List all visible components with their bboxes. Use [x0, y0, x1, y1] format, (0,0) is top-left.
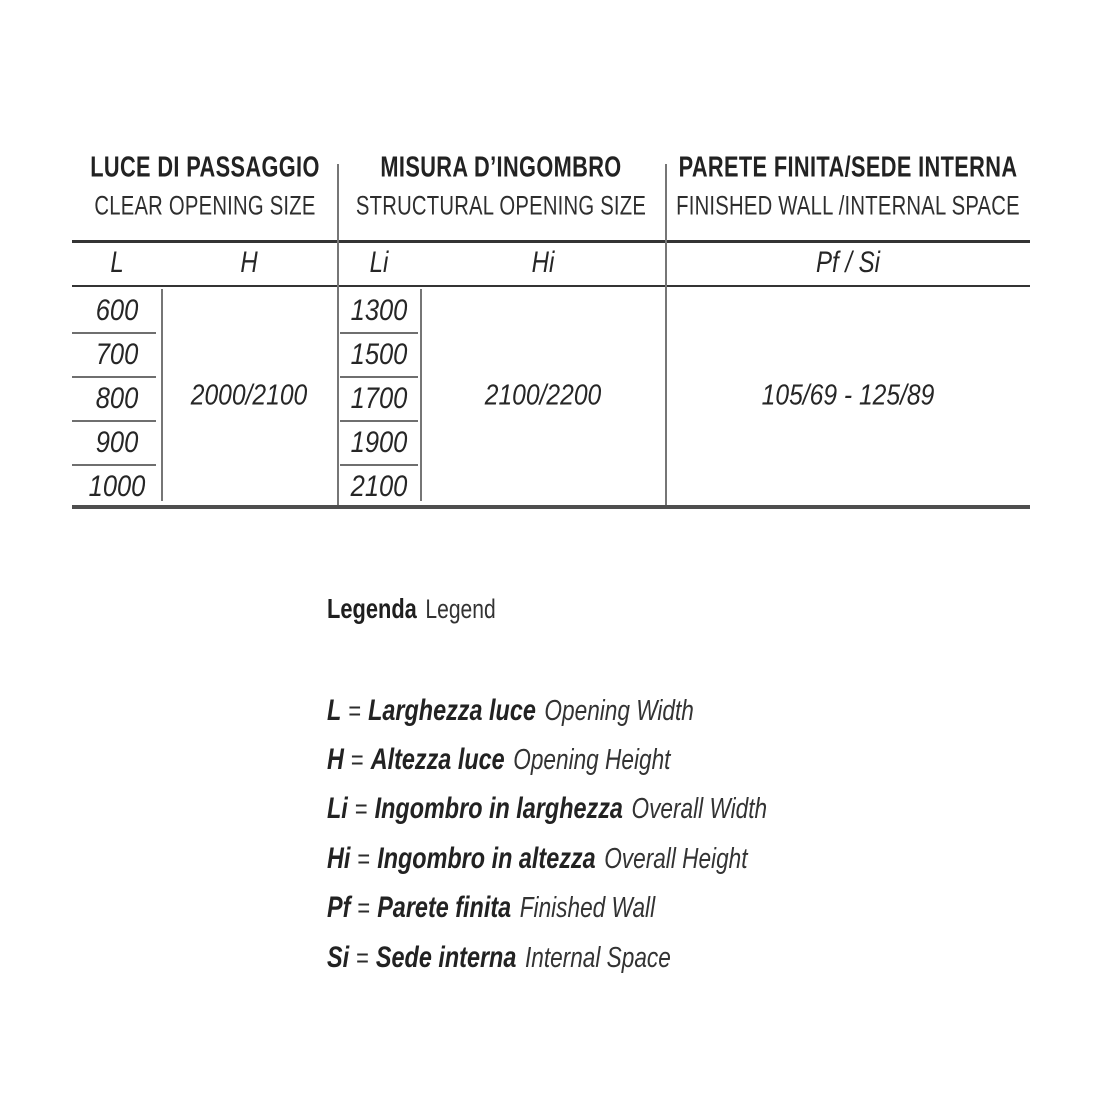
legend-symbol: L — [327, 693, 342, 727]
legend-title — [327, 590, 543, 628]
cell-li-2100: 2100 — [350, 470, 407, 503]
row-separator-line — [340, 420, 418, 422]
col-header-hi: Hi — [531, 246, 554, 279]
col-header-li: Li — [369, 246, 388, 279]
legend-term-it: Ingombro in altezza — [377, 841, 596, 875]
legend-entry-l — [327, 686, 891, 735]
legend-entry-li — [327, 785, 891, 834]
equals-sign: = — [356, 941, 369, 973]
equals-sign: = — [354, 793, 368, 825]
cell-hi-merged: 2100/2200 — [484, 379, 601, 412]
cell-l-600: 600 — [95, 294, 138, 327]
legend-term-en: Opening Width — [544, 694, 694, 727]
row-separator-line — [72, 464, 156, 466]
legend-symbol: Hi — [327, 841, 351, 875]
row-separator-line — [340, 332, 418, 334]
legend-term-it: Parete finita — [377, 891, 512, 925]
legend-term-en: Finished Wall — [519, 892, 656, 925]
group-title-it: PARETE FINITA/SEDE INTERNA — [678, 151, 1017, 184]
size-table — [72, 148, 1030, 512]
cell-l-1000: 1000 — [88, 470, 145, 503]
equals-sign: = — [348, 694, 362, 726]
group-divider-line — [665, 164, 667, 505]
row-separator-line — [72, 420, 156, 422]
legend-entry-hi — [327, 834, 891, 883]
cell-pfsi-merged: 105/69 - 125/89 — [761, 379, 934, 412]
legend-title-it: Legenda — [327, 593, 417, 624]
legend-title-en: Legend — [425, 594, 496, 624]
cell-h-merged: 2000/2100 — [190, 379, 308, 412]
legend-symbol: Si — [327, 940, 350, 974]
col-header-l: L — [109, 246, 124, 279]
table-bottom-rule — [72, 505, 1030, 509]
legend-entry-h — [327, 735, 891, 784]
cell-li-1700: 1700 — [350, 382, 407, 415]
group-title-en: FINISHED WALL /INTERNAL SPACE — [675, 190, 1020, 221]
legend-term-it: Altezza luce — [370, 743, 505, 777]
group-header-structural-opening — [337, 148, 665, 226]
legend-symbol: Li — [327, 792, 348, 826]
group-title-en: STRUCTURAL OPENING SIZE — [355, 190, 647, 221]
row-separator-line — [72, 376, 156, 378]
group-divider-line — [337, 164, 339, 505]
group-title-it: MISURA D’INGOMBRO — [380, 151, 622, 184]
legend — [327, 590, 768, 974]
col-header-h: H — [240, 246, 258, 279]
legend-term-en: Internal Space — [524, 941, 671, 974]
legend-entries — [327, 686, 891, 982]
row-separator-line — [72, 332, 156, 334]
cell-li-1900: 1900 — [350, 426, 407, 459]
legend-entry-si — [327, 933, 891, 982]
cell-li-1500: 1500 — [350, 338, 407, 371]
legend-term-en: Overall Height — [604, 842, 748, 875]
cell-l-700: 700 — [95, 338, 138, 371]
cell-l-900: 900 — [95, 426, 138, 459]
equals-sign: = — [350, 744, 364, 776]
legend-term-it: Larghezza luce — [368, 693, 536, 727]
group-title-it: LUCE DI PASSAGGIO — [89, 151, 320, 184]
col-header-pfsi: Pf / Si — [815, 246, 880, 279]
column-divider-l-h — [161, 289, 163, 501]
column-divider-li-hi — [420, 289, 422, 501]
legend-term-it: Sede interna — [375, 940, 517, 974]
legend-term-it: Ingombro in larghezza — [374, 792, 623, 826]
cell-li-1300: 1300 — [350, 294, 407, 327]
equals-sign: = — [357, 892, 371, 924]
cell-l-800: 800 — [95, 382, 138, 415]
row-separator-line — [340, 464, 418, 466]
equals-sign: = — [357, 842, 371, 874]
group-header-clear-opening — [72, 148, 337, 226]
legend-term-en: Opening Height — [513, 744, 671, 777]
legend-entry-pf — [327, 884, 891, 933]
legend-symbol: Pf — [327, 891, 351, 925]
group-title-en: CLEAR OPENING SIZE — [93, 190, 316, 221]
group-header-finished-wall — [665, 148, 1030, 226]
header-rule-bottom — [72, 285, 1030, 287]
legend-symbol: H — [327, 743, 344, 777]
row-separator-line — [340, 376, 418, 378]
legend-term-en: Overall Width — [631, 793, 768, 826]
